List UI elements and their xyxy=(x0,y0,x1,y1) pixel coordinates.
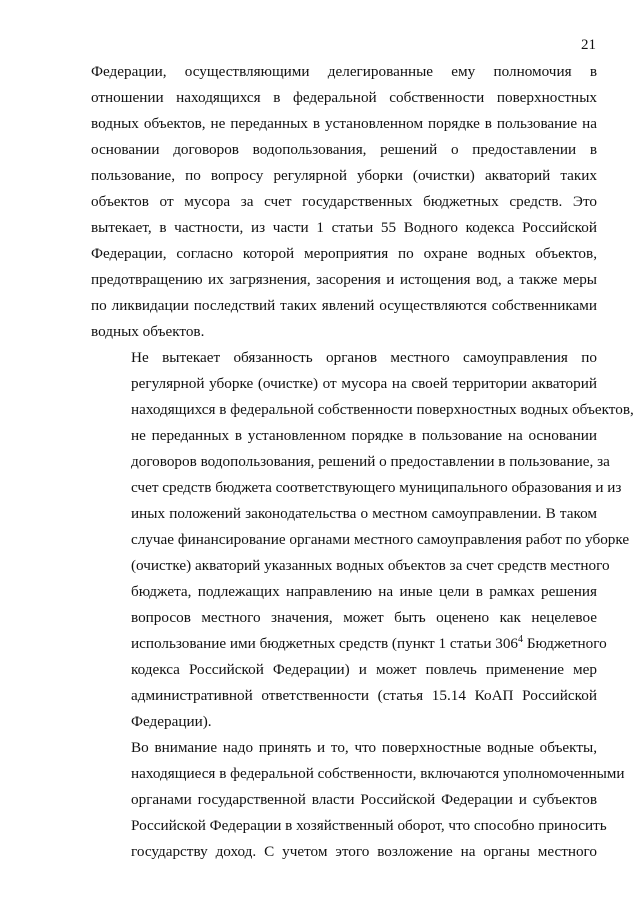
text-line: предотвращению их загрязнения, засорения и истощения вод, а также меры xyxy=(91,271,597,288)
text-line: Федерации). xyxy=(131,713,212,730)
text-line: основании договоров водопользования, решений о предоставлении в xyxy=(91,141,597,158)
text-line: иных положений законодательства о местном самоуправлении. В таком xyxy=(131,505,597,522)
text-line: счет средств бюджета соответствующего муниципального образования и из xyxy=(131,479,622,496)
text-line: находящиеся в федеральной собственности, включаются уполномоченными xyxy=(131,765,625,782)
text-line: по ликвидации последствий таких явлений осуществляются собственниками xyxy=(91,297,597,314)
text-line: водных объектов, не переданных в установленном порядке в пользование на xyxy=(91,115,597,132)
text-line: регулярной уборке (очистке) от мусора на своей территории акваторий xyxy=(131,375,597,392)
paragraph-3 xyxy=(91,735,625,865)
text-line: пользование, по вопросу регулярной уборки (очистки) акваторий таких xyxy=(91,167,597,184)
text-line: Федерации, осуществляющими делегированные ему полномочия в xyxy=(91,63,597,80)
text-line: кодекса Российской Федерации) и может повлечь применение мер xyxy=(131,661,597,678)
paragraph-1 xyxy=(91,59,597,345)
text-line: находящихся в федеральной собственности поверхностных водных объектов, xyxy=(131,401,634,418)
text-line: Российской Федерации в хозяйственный оборот, что способно приносить xyxy=(131,817,607,834)
text-segment: Бюджетного xyxy=(523,635,607,652)
text-line: договоров водопользования, решений о предоставлении в пользование, за xyxy=(131,453,610,470)
footnote-superscript: 4 xyxy=(518,633,524,645)
text-line: водных объектов. xyxy=(91,323,205,340)
text-line: административной ответственности (статья 15.14 КоАП Российской xyxy=(131,687,597,704)
text-line: вытекает, в частности, из части 1 статьи 55 Водного кодекса Российской xyxy=(91,219,597,236)
text-line: бюджета, подлежащих направлению на иные цели в рамках решения xyxy=(131,583,597,600)
text-line: Федерации, согласно которой мероприятия по охране водных объектов, xyxy=(91,245,597,262)
text-line: не переданных в установленном порядке в пользование на основании xyxy=(131,427,597,444)
text-line: вопросов местного значения, может быть оценено как нецелевое xyxy=(131,609,597,626)
text-line-with-superscript xyxy=(91,631,607,657)
body-text xyxy=(91,59,634,865)
text-line: государству доход. С учетом этого возложение на органы местного xyxy=(131,843,597,860)
text-segment: использование ими бюджетных средств (пункт 1 статьи 306 xyxy=(131,635,519,652)
text-line: органами государственной власти Российской Федерации и субъектов xyxy=(131,791,597,808)
text-line: объектов от мусора за счет государственных бюджетных средств. Это xyxy=(91,193,597,210)
text-line: (очистке) акваторий указанных водных объектов за счет средств местного xyxy=(131,557,610,574)
page-number: 21 xyxy=(581,37,596,53)
paragraph-2 xyxy=(91,345,634,735)
text-line: Во внимание надо принять и то, что поверхностные водные объекты, xyxy=(131,739,597,756)
text-line: случае финансирование органами местного самоуправления работ по уборке xyxy=(131,531,630,548)
text-line: отношении находящихся в федеральной собственности поверхностных xyxy=(91,89,597,106)
text-line: Не вытекает обязанность органов местного самоуправления по xyxy=(131,349,597,366)
